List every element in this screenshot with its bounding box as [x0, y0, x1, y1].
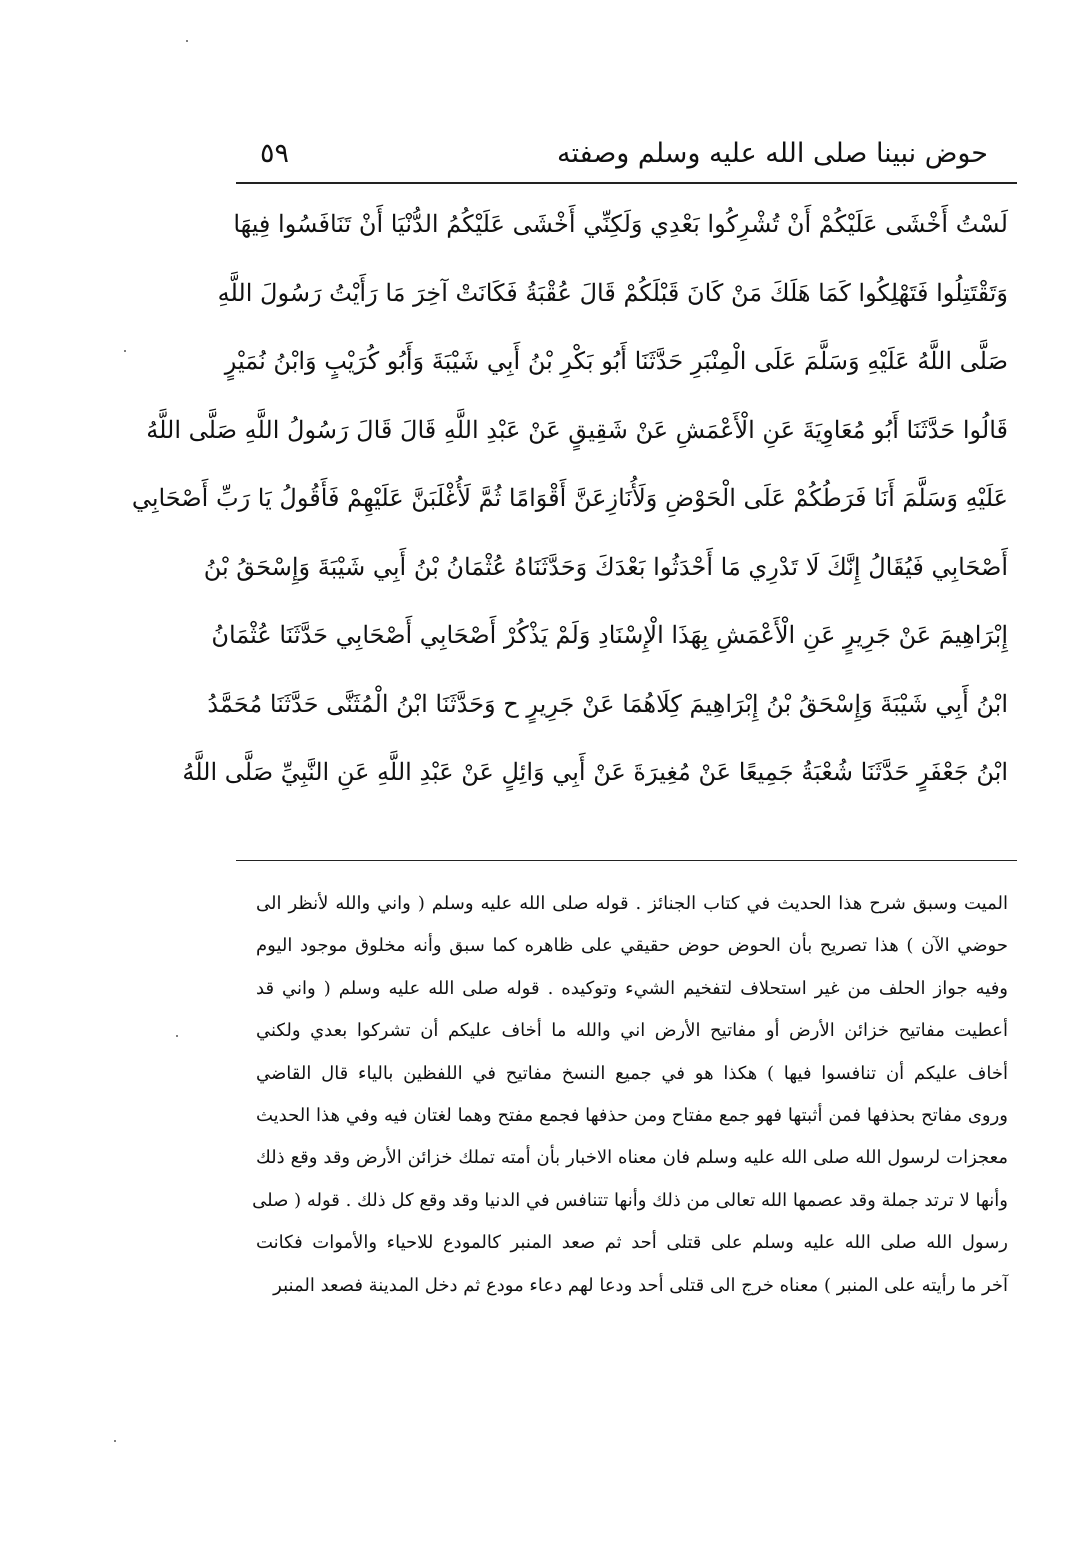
header-divider: [236, 182, 1017, 184]
hadith-line: أَصْحَابِي فَيُقَالُ إِنَّكَ لَا تَدْرِي مَا أَحْدَثُوا بَعْدَكَ وَحَدَّثَنَاهُ عُثْمَانُ بْنُ أَبِي شَيْبَةَ وَإِسْحَقُ بْنُ: [203, 552, 1008, 581]
commentary-line: وروى مفاتح بحذفها فمن أثبتها فهو جمع مفتاح ومن حذفها فجمع مفتح وهما لغتان فيه وفي هذا الحديث: [256, 1104, 1008, 1126]
commentary-line: أعطيت مفاتيح خزائن الأرض أو مفاتيح الأرض اني والله ما أخاف عليكم أن تشركوا بعدي ولكني: [256, 1020, 1008, 1042]
hadith-line: عَلَيْهِ وَسَلَّمَ أَنَا فَرَطُكُمْ عَلَى الْحَوْضِ وَلَأُنَازِعَنَّ أَقْوَامًا ثُمَّ لَأُغْلَبَنَّ عَلَيْهِمْ فَأَقُولُ يَا رَبِّ أَصْحَابِي: [131, 484, 1008, 512]
commentary-line: الميت وسبق شرح هذا الحديث في كتاب الجنائز . قوله صلى الله عليه وسلم ( واني والله لأنظر الى: [256, 893, 1008, 914]
header-title: حوض نبينا صلى الله عليه وسلم وصفته: [557, 138, 988, 169]
hadith-line: ابْنُ أَبِي شَيْبَةَ وَإِسْحَقُ بْنُ إِبْرَاهِيمَ كِلَاهُمَا عَنْ جَرِيرٍ ح وَحَدَّثَنَا ابْنُ الْمُثَنَّى حَدَّثَنَا مُحَمَّدُ: [207, 689, 1008, 718]
hadith-text-block: [131, 190, 1008, 807]
hadith-line: ابْنُ جَعْفَرٍ حَدَّثَنَا شُعْبَةُ جَمِيعًا عَنْ مُغِيرَةَ عَنْ أَبِي وَائِلٍ عَنْ عَبْدِ اللَّهِ عَنِ النَّبِيِّ صَلَّى اللَّهُ: [182, 758, 1008, 786]
commentary-line: وأنها لا ترتد جملة وقد عصمها الله تعالى من ذلك وأنها تتنافس في الدنيا وقد وقع كل ذلك . قوله ( صلى: [252, 1189, 1008, 1211]
scan-speck: [124, 350, 126, 352]
scan-speck: [186, 40, 188, 42]
commentary-line: حوضي الآن ) هذا تصريح بأن الحوض حوض حقيقي على ظاهره كما سبق وأنه مخلوق موجود اليوم: [256, 935, 1008, 957]
page-number: ٥٩: [260, 138, 290, 169]
commentary-line: رسول الله صلى الله عليه وسلم على قتلى أحد ثم صعد المنبر كالمودع للاحياء والأموات فكانت: [256, 1232, 1008, 1254]
commentary-block: [252, 883, 1008, 1307]
hadith-line: صَلَّى اللَّهُ عَلَيْهِ وَسَلَّمَ عَلَى الْمِنْبَرِ حَدَّثَنَا أَبُو بَكْرِ بْنُ أَبِي شَيْبَةَ وَأَبُو كُرَيْبٍ وَابْنُ نُمَيْرٍ: [224, 347, 1008, 375]
hadith-line: إِبْرَاهِيمَ عَنْ جَرِيرٍ عَنِ الْأَعْمَشِ بِهَذَا الْإِسْنَادِ وَلَمْ يَذْكُرْ أَصْحَابِي أَصْحَابِي حَدَّثَنَا عُثْمَانُ: [211, 621, 1008, 649]
commentary-line: أخاف عليكم أن تنافسوا فيها ) هكذا هو في جميع النسخ مفاتيح في اللفظين بالياء قال القاضي: [256, 1062, 1008, 1084]
scan-speck: [114, 1440, 116, 1442]
running-header: [236, 128, 1016, 180]
hadith-line: وَتَقْتَتِلُوا فَتَهْلِكُوا كَمَا هَلَكَ مَنْ كَانَ قَبْلَكُمْ قَالَ عُقْبَةُ فَكَانَتْ آخِرَ مَا رَأَيْتُ رَسُولَ اللَّهِ: [217, 278, 1008, 307]
hadith-line: لَسْتُ أَخْشَى عَلَيْكُمْ أَنْ تُشْرِكُوا بَعْدِي وَلَكِنِّي أَخْشَى عَلَيْكُمُ الدُّنْيَا أَنْ تَنَافَسُوا فِيهَا: [233, 210, 1008, 238]
commentary-line: معجزات لرسول الله صلى الله عليه وسلم فان معناه الاخبار بأن أمته تملك خزائن الأرض وقد وقع ذلك: [256, 1147, 1008, 1169]
hadith-line: قَالُوا حَدَّثَنَا أَبُو مُعَاوِيَةَ عَنِ الْأَعْمَشِ عَنْ شَقِيقٍ عَنْ عَبْدِ اللَّهِ قَالَ قَالَ رَسُولُ اللَّهِ صَلَّى اللَّهُ: [146, 415, 1008, 444]
commentary-line: آخر ما رأيته على المنبر ) معناه خرج الى قتلى أحد ودعا لهم دعاء مودع ثم دخل المدينة فصعد المنبر: [273, 1274, 1008, 1296]
commentary-line: وفيه جواز الحلف من غير استحلاف لتفخيم الشيء وتوكيده . قوله صلى الله عليه وسلم ( واني قد: [256, 977, 1008, 999]
scan-speck: [176, 1035, 178, 1037]
commentary-divider: [236, 860, 1017, 861]
